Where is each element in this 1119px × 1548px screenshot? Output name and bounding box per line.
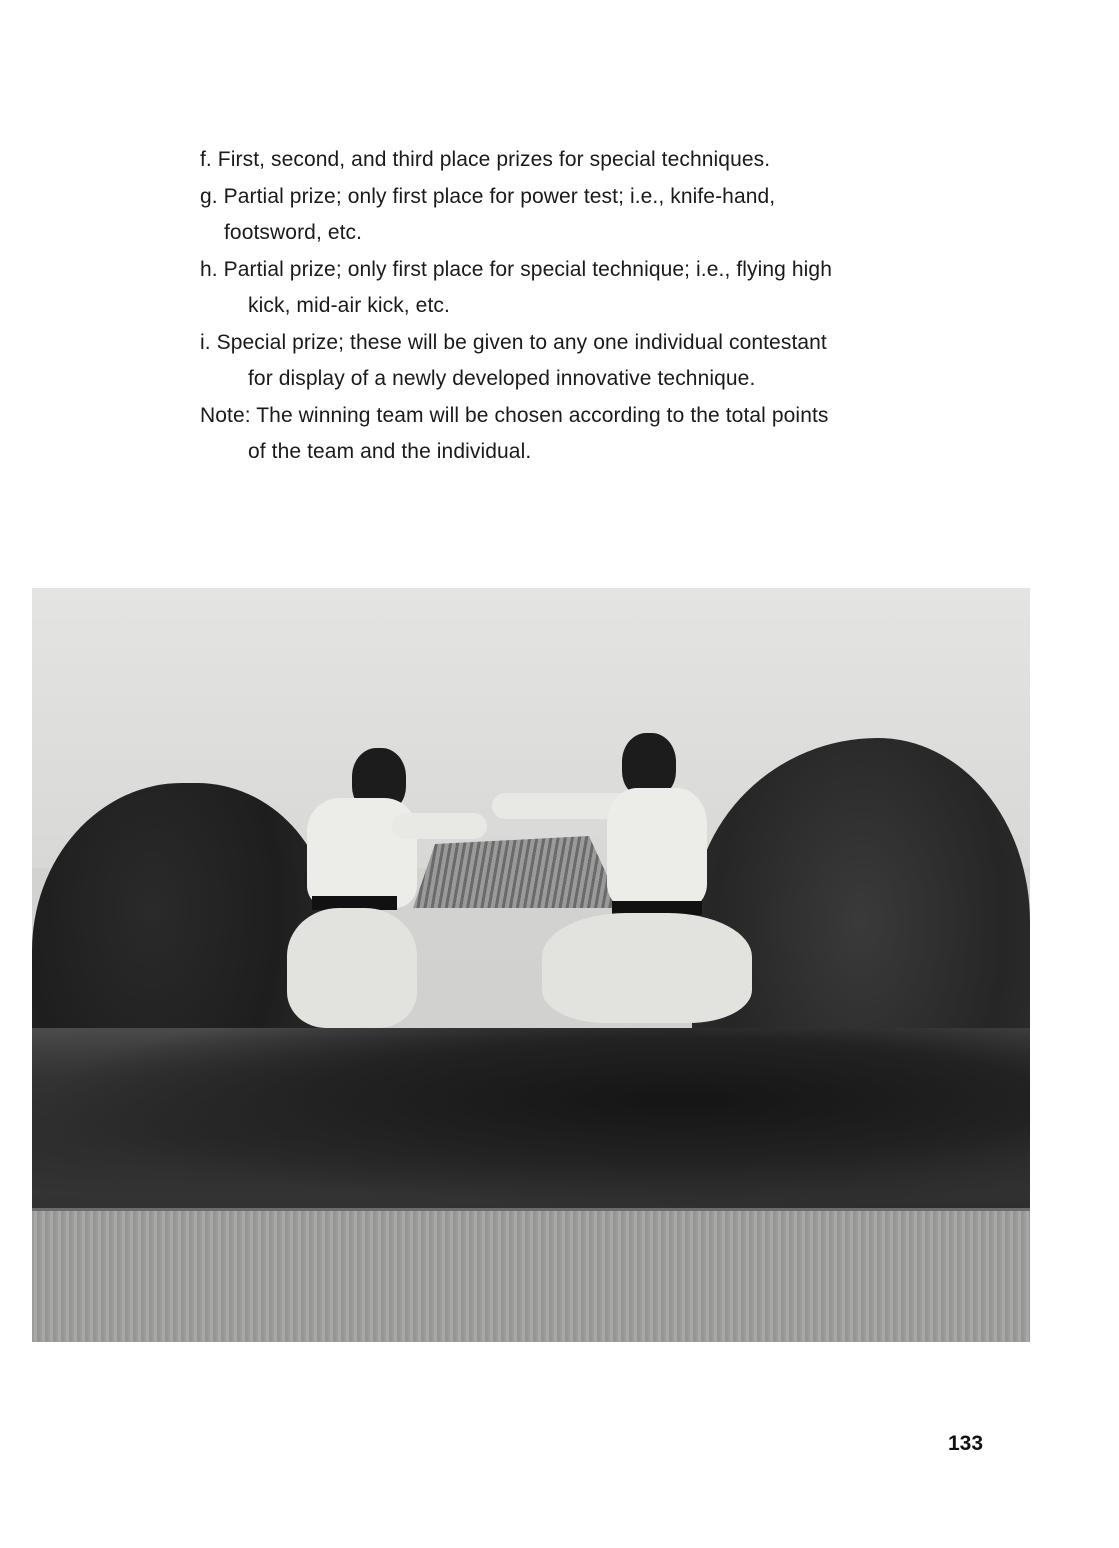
note-text: Note: The winning team will be chosen according to the total points [200,403,829,427]
list-item-h [200,252,1000,325]
prize-list [200,142,1000,471]
item-f-text: f. First, second, and third place prizes for special techniques. [200,148,771,171]
note-paragraph [200,398,1000,471]
fighter-left-arm [392,813,487,839]
photo-lawn [32,1208,1030,1342]
note-continuation: of the team and the individual. [248,440,532,463]
page-number: 133 [948,1432,984,1455]
item-i-continuation: for display of a newly developed innovative technique. [248,367,756,390]
list-item-f [200,142,1000,179]
fighter-left-legs [287,908,417,1028]
martial-arts-photo [32,588,1030,1342]
fighter-right [522,733,762,1063]
fighter-right-legs [542,913,752,1023]
list-item-i [200,325,1000,398]
item-h-continuation: kick, mid-air kick, etc. [248,294,450,317]
fighter-left [282,748,482,1048]
item-h-text: h. Partial prize; only first place for special technique; i.e., flying high [200,257,832,281]
item-g-continuation: footsword, etc. [224,221,363,244]
item-i-text: i. Special prize; these will be given to any one individual contestant [200,330,827,354]
fighter-right-torso [607,788,707,908]
list-item-g [200,179,1000,252]
item-g-text: g. Partial prize; only first place for power test; i.e., knife-hand, [200,184,776,208]
